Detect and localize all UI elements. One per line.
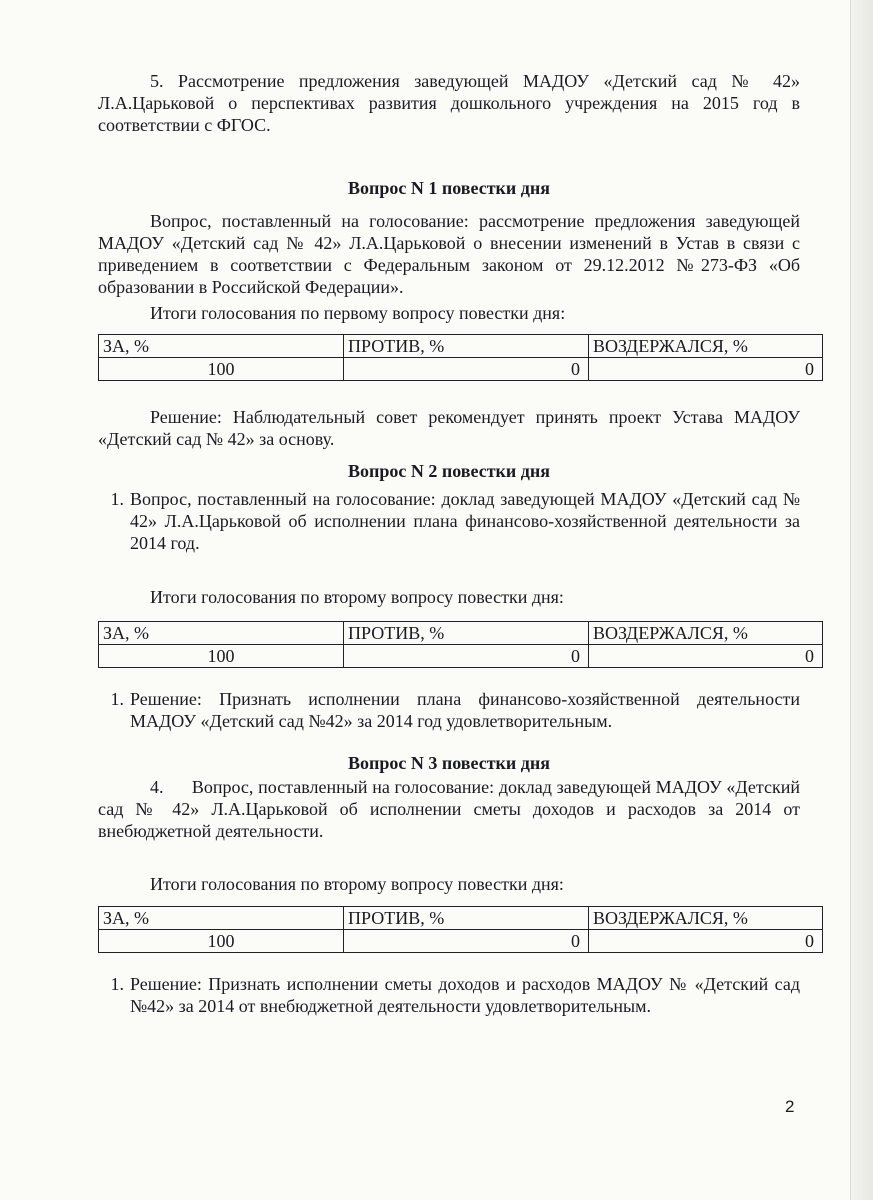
agenda-item-5: 5. Рассмотрение предложения заведующей МАДОУ «Детский сад № 42» Л.А.Царьковой о перспективах развития дошкольного учреждения на 2015 год в соответствии с ФГОС.: [98, 71, 800, 135]
document-body: [98, 70, 814, 1017]
val-for: 100: [99, 358, 344, 381]
table-header-row: [99, 622, 823, 645]
val-for: 100: [99, 645, 344, 668]
col-against: ПРОТИВ, %: [344, 622, 589, 645]
page-number: 2: [785, 1097, 795, 1116]
table-row: [99, 645, 823, 668]
val-against: 0: [344, 930, 589, 953]
q2-question: [98, 488, 800, 554]
table-header-row: [99, 907, 823, 930]
val-for: 100: [99, 930, 344, 953]
q3-votes-table: [98, 906, 823, 953]
col-for: ЗА, %: [99, 907, 344, 930]
col-for: ЗА, %: [99, 335, 344, 358]
q2-decision: [98, 688, 800, 732]
q2-heading: Вопрос N 2 повестки дня: [347, 461, 551, 481]
table-header-row: [99, 335, 823, 358]
table-row: [99, 358, 823, 381]
table-row: [99, 930, 823, 953]
val-against: 0: [344, 645, 589, 668]
q3-decision-text: Решение: Признать исполнении сметы доходов и расходов МАДОУ № «Детский сад №42» за 2014 от внебюджетной деятельности удовлетворительным.: [130, 974, 800, 1016]
col-abstain: ВОЗДЕРЖАЛСЯ, %: [589, 907, 823, 930]
col-for: ЗА, %: [99, 622, 344, 645]
col-against: ПРОТИВ, %: [344, 335, 589, 358]
col-against: ПРОТИВ, %: [344, 907, 589, 930]
val-abstain: 0: [589, 358, 823, 381]
q1-question: Вопрос, поставленный на голосование: рассмотрение предложения заведующей МАДОУ «Детский сад № 42» Л.А.Царьковой о внесении изменений в Устав в связи с приведением в соответствии с Федеральным законом от 29.12.2012 №273-ФЗ «Об образовании в Российской Федерации».: [98, 211, 800, 297]
q1-heading: Вопрос N 1 повестки дня: [347, 178, 551, 198]
q3-decision: [98, 973, 800, 1017]
q1-results-label: Итоги голосования по первому вопросу повестки дня:: [150, 303, 566, 323]
list-number: 1.: [110, 689, 124, 709]
list-number: 1.: [110, 974, 124, 994]
val-against: 0: [344, 358, 589, 381]
list-number: 1.: [110, 489, 124, 509]
col-abstain: ВОЗДЕРЖАЛСЯ, %: [589, 335, 823, 358]
q3-question: 4. Вопрос, поставленный на голосование: доклад заведующей МАДОУ «Детский сад № 42» Л.А.Царьковой об исполнении сметы доходов и расходов за 2014 от внебюджетной деятельности.: [98, 777, 800, 841]
val-abstain: 0: [589, 645, 823, 668]
q1-decision: Решение: Наблюдательный совет рекомендует принять проект Устава МАДОУ «Детский сад № 42» за основу.: [98, 407, 800, 449]
q3-heading: Вопрос N 3 повестки дня: [347, 753, 551, 773]
q2-decision-text: Решение: Признать исполнении плана финансово-хозяйственной деятельности МАДОУ «Детский сад №42» за 2014 год удовлетворительным.: [130, 689, 800, 731]
q1-votes-table: [98, 334, 823, 381]
page-edge: [850, 0, 873, 1200]
q3-results-label: Итоги голосования по второму вопросу повестки дня:: [150, 874, 564, 894]
q2-question-text: Вопрос, поставленный на голосование: доклад заведующей МАДОУ «Детский сад № 42» Л.А.Царьковой об исполнении плана финансово-хозяйственной деятельности за 2014 год.: [130, 489, 800, 553]
col-abstain: ВОЗДЕРЖАЛСЯ, %: [589, 622, 823, 645]
q2-results-label: Итоги голосования по второму вопросу повестки дня:: [150, 587, 564, 607]
q2-votes-table: [98, 621, 823, 668]
val-abstain: 0: [589, 930, 823, 953]
